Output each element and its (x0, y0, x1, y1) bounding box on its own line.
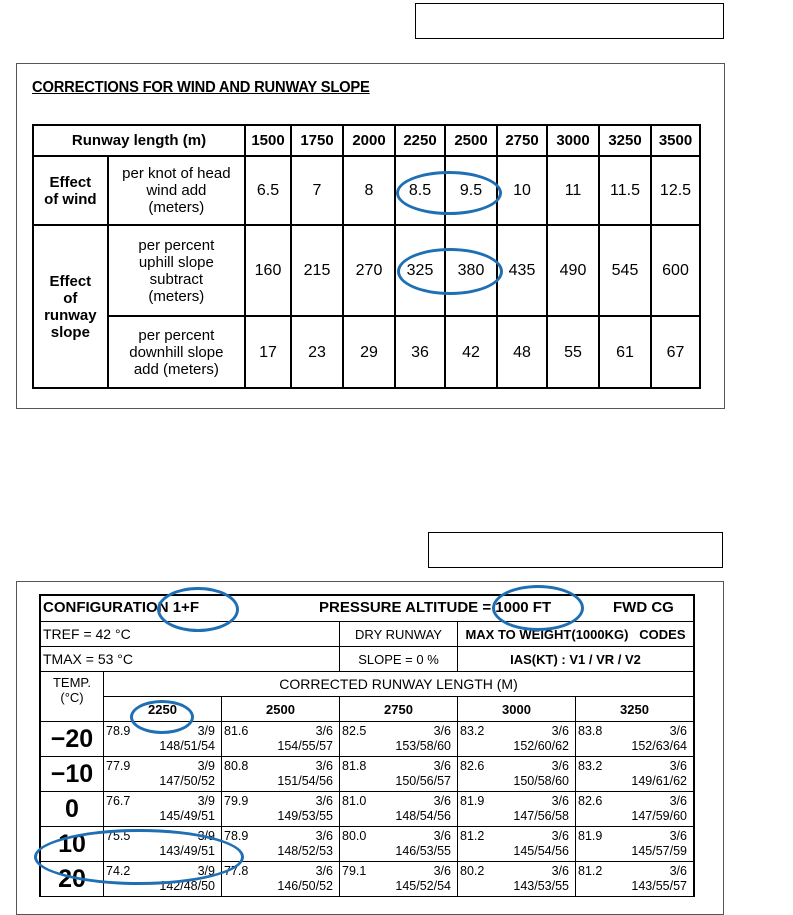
weight-cell (458, 862, 576, 897)
table-row (33, 225, 700, 316)
codes-value: 3/6 (551, 794, 569, 808)
length-header: 1750 (291, 125, 343, 156)
wind-value: 6.5 (245, 156, 291, 225)
codes-value: 3/6 (315, 864, 333, 878)
length-header: 2500 (445, 125, 497, 156)
weight-cell (222, 862, 340, 897)
downhill-value: 17 (245, 316, 291, 388)
wind-value: 9.5 (445, 156, 497, 225)
weight-value: 81.6 (224, 724, 249, 738)
weight-value: 82.6 (460, 759, 485, 773)
table-row (40, 827, 694, 862)
weight-value: 78.9 (106, 724, 131, 738)
table-row (33, 156, 700, 225)
downhill-value: 67 (651, 316, 700, 388)
codes-value: 3/9 (197, 724, 215, 738)
answer-box-bottom[interactable] (428, 532, 723, 568)
codes-value: 3/9 (197, 794, 215, 808)
table-row (40, 647, 694, 672)
speeds-value: 147/59/60 (631, 809, 687, 823)
weight-cell (340, 827, 458, 862)
codes-value: 3/6 (669, 759, 687, 773)
wind-value: 12.5 (651, 156, 700, 225)
codes-value: 3/6 (433, 864, 451, 878)
temperature-cell: 20 (40, 862, 104, 897)
uphill-value: 380 (445, 225, 497, 316)
uphill-value: 490 (547, 225, 599, 316)
length-header: 2750 (340, 697, 458, 722)
speeds-value: 143/55/57 (631, 879, 687, 893)
codes-value: 3/6 (315, 794, 333, 808)
codes-value: 3/6 (433, 794, 451, 808)
codes-value: 3/6 (669, 864, 687, 878)
codes-value: 3/6 (433, 724, 451, 738)
weight-cell (104, 862, 222, 897)
downhill-value: 48 (497, 316, 547, 388)
downhill-value: 55 (547, 316, 599, 388)
speeds-value: 154/55/57 (277, 739, 333, 753)
wind-value: 11 (547, 156, 599, 225)
weight-cell (104, 757, 222, 792)
length-header: 2750 (497, 125, 547, 156)
slope-group-label: Effect of runway slope (33, 225, 108, 388)
length-header: 3250 (599, 125, 651, 156)
weight-value: 83.2 (460, 724, 485, 738)
length-header: 3500 (651, 125, 700, 156)
wind-value: 10 (497, 156, 547, 225)
table-row (40, 792, 694, 827)
runway-length-header: Runway length (m) (33, 125, 245, 156)
codes-value: 3/9 (197, 864, 215, 878)
weight-value: 76.7 (106, 794, 131, 808)
temperature-cell: 0 (40, 792, 104, 827)
codes-value: 3/9 (197, 829, 215, 843)
speeds-value: 151/54/56 (277, 774, 333, 788)
weight-value: 81.0 (342, 794, 367, 808)
weight-cell (458, 722, 576, 757)
takeoff-table (39, 594, 695, 897)
table-row (40, 697, 694, 722)
wind-description: per knot of head wind add (meters) (108, 156, 245, 225)
weight-value: 75.5 (106, 829, 131, 843)
takeoff-card (16, 581, 724, 915)
length-header: 2250 (395, 125, 445, 156)
speeds-value: 146/50/52 (277, 879, 333, 893)
codes-value: 3/6 (551, 829, 569, 843)
table-row (40, 622, 694, 647)
codes-value: 3/6 (551, 759, 569, 773)
weight-cell (222, 757, 340, 792)
weight-cell (458, 792, 576, 827)
uphill-value: 215 (291, 225, 343, 316)
weight-cell (340, 757, 458, 792)
configuration-label: CONFIGURATION 1+F (43, 599, 199, 616)
weight-value: 81.2 (460, 829, 485, 843)
codes-value: 3/6 (315, 724, 333, 738)
weight-cell (222, 792, 340, 827)
uphill-value: 270 (343, 225, 395, 316)
weight-cell (458, 757, 576, 792)
downhill-value: 29 (343, 316, 395, 388)
wind-slope-card (16, 63, 725, 409)
weight-value: 80.0 (342, 829, 367, 843)
speeds-value: 148/52/53 (277, 844, 333, 858)
wind-slope-table (32, 124, 701, 389)
length-header: 1500 (245, 125, 291, 156)
wind-value: 8.5 (395, 156, 445, 225)
speeds-value: 149/53/55 (277, 809, 333, 823)
codes-value: 3/6 (551, 864, 569, 878)
downhill-description: per percent downhill slope add (meters) (108, 316, 245, 388)
codes-value: 3/6 (315, 759, 333, 773)
speeds-value: 145/57/59 (631, 844, 687, 858)
uphill-value: 325 (395, 225, 445, 316)
table-row (40, 595, 694, 622)
codes-value: 3/6 (669, 724, 687, 738)
weight-value: 77.9 (106, 759, 131, 773)
weight-cell (222, 722, 340, 757)
uphill-value: 435 (497, 225, 547, 316)
weight-value: 81.9 (578, 829, 603, 843)
weight-cell (104, 827, 222, 862)
speeds-value: 145/49/51 (159, 809, 215, 823)
corrected-length-header: CORRECTED RUNWAY LENGTH (M) (104, 672, 695, 697)
speeds-value: 150/56/57 (395, 774, 451, 788)
length-header: 2250 (104, 697, 222, 722)
codes-value: 3/9 (197, 759, 215, 773)
temperature-cell: 10 (40, 827, 104, 862)
uphill-value: 545 (599, 225, 651, 316)
speeds-value: 146/53/55 (395, 844, 451, 858)
wind-value: 11.5 (599, 156, 651, 225)
weight-value: 83.8 (578, 724, 603, 738)
length-header: 3000 (458, 697, 576, 722)
weight-value: 80.2 (460, 864, 485, 878)
weight-value: 78.9 (224, 829, 249, 843)
uphill-value: 160 (245, 225, 291, 316)
weight-value: 74.2 (106, 864, 131, 878)
table-row (40, 722, 694, 757)
weight-value: 77.8 (224, 864, 249, 878)
uphill-description: per percent uphill slope subtract (meters) (108, 225, 245, 316)
speeds-value: 148/51/54 (159, 739, 215, 753)
weight-cell (340, 792, 458, 827)
weight-cell (576, 792, 695, 827)
temp-header: TEMP. (°C) (40, 672, 104, 722)
weight-value: 79.1 (342, 864, 367, 878)
weight-value: 79.9 (224, 794, 249, 808)
length-header: 2000 (343, 125, 395, 156)
speeds-value: 145/52/54 (395, 879, 451, 893)
pressure-altitude-label: PRESSURE ALTITUDE = 1000 FT (319, 599, 552, 616)
speeds-value: 147/50/52 (159, 774, 215, 788)
length-header: 3250 (576, 697, 695, 722)
codes-value: 3/6 (433, 829, 451, 843)
weight-value: 81.8 (342, 759, 367, 773)
uphill-value: 600 (651, 225, 700, 316)
length-header: 3000 (547, 125, 599, 156)
wind-group-label: Effect of wind (33, 156, 108, 225)
tref-label: TREF = 42 °C (40, 622, 340, 647)
wind-value: 7 (291, 156, 343, 225)
weight-cell (576, 862, 695, 897)
table-row (33, 316, 700, 388)
table-row (40, 672, 694, 697)
takeoff-body (40, 722, 694, 897)
speeds-value: 143/53/55 (513, 879, 569, 893)
temperature-cell: −20 (40, 722, 104, 757)
downhill-value: 42 (445, 316, 497, 388)
dry-runway-label: DRY RUNWAY (340, 622, 458, 647)
tmax-label: TMAX = 53 °C (40, 647, 340, 672)
table-row (40, 862, 694, 897)
codes-value: 3/6 (669, 794, 687, 808)
speeds-value: 143/49/51 (159, 844, 215, 858)
max-to-weight-label: MAX TO WEIGHT(1000KG) CODES (458, 622, 695, 647)
answer-box-top[interactable] (415, 3, 724, 39)
weight-cell (576, 757, 695, 792)
downhill-value: 61 (599, 316, 651, 388)
wind-value: 8 (343, 156, 395, 225)
wind-slope-title: CORRECTIONS FOR WIND AND RUNWAY SLOPE (32, 79, 370, 96)
weight-cell (104, 792, 222, 827)
weight-value: 82.5 (342, 724, 367, 738)
speeds-value: 142/48/50 (159, 879, 215, 893)
weight-cell (104, 722, 222, 757)
weight-cell (458, 827, 576, 862)
codes-value: 3/6 (315, 829, 333, 843)
weight-cell (340, 862, 458, 897)
slope-label: SLOPE = 0 % (340, 647, 458, 672)
speeds-value: 148/54/56 (395, 809, 451, 823)
ias-label: IAS(KT) : V1 / VR / V2 (458, 647, 695, 672)
weight-value: 82.6 (578, 794, 603, 808)
weight-cell (340, 722, 458, 757)
codes-value: 3/6 (433, 759, 451, 773)
weight-value: 83.2 (578, 759, 603, 773)
temperature-cell: −10 (40, 757, 104, 792)
speeds-value: 153/58/60 (395, 739, 451, 753)
speeds-value: 152/60/62 (513, 739, 569, 753)
weight-value: 81.2 (578, 864, 603, 878)
length-header: 2500 (222, 697, 340, 722)
speeds-value: 145/54/56 (513, 844, 569, 858)
speeds-value: 149/61/62 (631, 774, 687, 788)
downhill-value: 23 (291, 316, 343, 388)
codes-value: 3/6 (551, 724, 569, 738)
table-row (40, 757, 694, 792)
speeds-value: 150/58/60 (513, 774, 569, 788)
downhill-value: 36 (395, 316, 445, 388)
weight-value: 80.8 (224, 759, 249, 773)
cg-label: FWD CG (613, 599, 674, 616)
speeds-value: 152/63/64 (631, 739, 687, 753)
speeds-value: 147/56/58 (513, 809, 569, 823)
weight-cell (576, 722, 695, 757)
weight-cell (576, 827, 695, 862)
weight-cell (222, 827, 340, 862)
codes-value: 3/6 (669, 829, 687, 843)
weight-value: 81.9 (460, 794, 485, 808)
table-row (33, 125, 700, 156)
